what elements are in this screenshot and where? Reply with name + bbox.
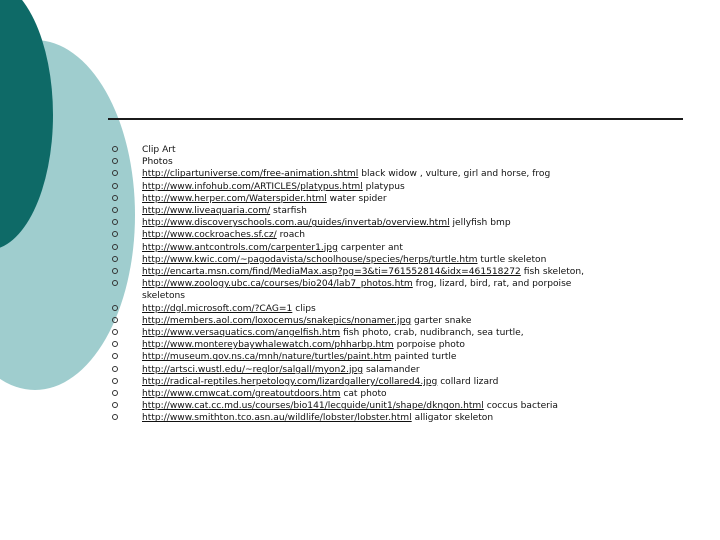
item-description: turtle skeleton [477, 254, 547, 265]
list-item [112, 303, 672, 315]
item-description: frog, lizard, bird, rat, and porpoise [412, 279, 572, 290]
resource-link[interactable]: http://www.cmwcat.com/greatoutdoors.htm [142, 389, 341, 400]
bullet-icon [112, 207, 118, 213]
list-item [112, 242, 672, 254]
bullet-icon [112, 341, 118, 347]
resource-link[interactable]: http://www.herper.com/Waterspider.html [142, 193, 327, 204]
resource-link[interactable]: http://clipartuniverse.com/free-animation.shtml [142, 169, 359, 180]
item-description: coccus bacteria [483, 401, 559, 412]
resource-link[interactable]: http://www.infohub.com/ARTICLES/platypus.html [142, 181, 363, 192]
bullet-icon [112, 244, 118, 250]
list-item [112, 205, 672, 217]
item-description: fish skeleton, [520, 267, 585, 278]
bullet-icon [112, 329, 118, 335]
bullet-icon [112, 366, 118, 372]
item-description: carpenter ant [337, 242, 403, 253]
item-description: alligator skeleton [411, 413, 494, 424]
resource-link[interactable]: http://www.kwic.com/~pagodavista/schoolhouse/species/herps/turtle.htm [142, 254, 478, 265]
list-item [112, 168, 672, 180]
resource-link[interactable]: http://www.zoology.ubc.ca/courses/bio204/lab7_photos.htm [142, 279, 413, 290]
item-description: fish photo, crab, nudibranch, sea turtle, [340, 328, 524, 339]
bullet-icon [112, 256, 118, 262]
bullet-icon [112, 353, 118, 359]
resource-link[interactable]: http://radical-reptiles.herpetology.com/lizardgallery/collared4.jpg [142, 376, 438, 387]
item-description: jellyfish bmp [449, 218, 511, 229]
item-description: black widow , vulture, girl and horse, frog [358, 169, 551, 180]
list-item [112, 193, 672, 205]
resource-link[interactable]: http://artsci.wustl.edu/~reglor/salgall/myon2.jpg [142, 364, 364, 375]
list-item: Clip Art [112, 144, 672, 156]
list-item [112, 351, 672, 363]
item-description: platypus [362, 181, 405, 192]
list-item [112, 412, 672, 424]
resource-link[interactable]: http://www.smithton.tco.asn.au/wildlife/lobster/lobster.html [142, 413, 412, 424]
bullet-icon [112, 317, 118, 323]
bullet-icon [112, 414, 118, 420]
resource-link[interactable]: http://dgl.microsoft.com/?CAG=1 [142, 303, 293, 314]
item-description: painted turtle [391, 352, 457, 363]
bullet-icon [112, 268, 118, 274]
list-item [112, 327, 672, 339]
list-item [112, 376, 672, 388]
resource-link[interactable]: http://members.aol.com/loxocemus/snakepics/nonamer.jpg [142, 315, 412, 326]
list-item [112, 315, 672, 327]
item-description: starfish [270, 206, 307, 217]
item-description-continued: skeletons [142, 291, 186, 302]
item-description: porpoise photo [393, 340, 465, 351]
bullet-icon [112, 158, 118, 164]
list-item [112, 254, 672, 266]
resource-link[interactable]: http://encarta.msn.com/find/MediaMax.asp?pg=3&ti=761552814&idx=461518272 [142, 267, 521, 278]
resource-link[interactable]: http://www.liveaquaria.com/ [142, 206, 271, 217]
list-item [112, 339, 672, 351]
item-description: water spider [326, 193, 387, 204]
bullet-icon [112, 170, 118, 176]
bullet-icon [112, 305, 118, 311]
resource-link[interactable]: http://www.montereybaywhalewatch.com/phharbp.htm [142, 340, 394, 351]
bullet-icon [112, 183, 118, 189]
bullet-icon [112, 219, 118, 225]
resource-link[interactable]: http://www.antcontrols.com/carpenter1.jpg [142, 242, 338, 253]
item-description: cat photo [340, 389, 387, 400]
item-description: salamander [363, 364, 420, 375]
list-item [112, 400, 672, 412]
bullet-icon [112, 402, 118, 408]
item-description: clips [292, 303, 316, 314]
list-item [112, 181, 672, 193]
item-description: collard lizard [437, 376, 499, 387]
bullet-icon [112, 146, 118, 152]
list-item [112, 266, 672, 278]
bullet-icon [112, 280, 118, 286]
list-item: Photos [112, 156, 672, 168]
resource-link[interactable]: http://museum.gov.ns.ca/mnh/nature/turtles/paint.htm [142, 352, 392, 363]
bullet-icon [112, 390, 118, 396]
list-item [112, 388, 672, 400]
item-description: garter snake [411, 315, 472, 326]
bullet-icon [112, 378, 118, 384]
list-item [112, 278, 672, 302]
list-item [112, 217, 672, 229]
bullet-icon [112, 195, 118, 201]
list-item [112, 364, 672, 376]
resource-link[interactable]: http://www.versaquatics.com/angelfish.htm [142, 328, 341, 339]
bullet-icon [112, 231, 118, 237]
item-description: roach [276, 230, 306, 241]
resource-list [112, 144, 672, 425]
resource-link[interactable]: http://www.discoveryschools.com.au/guides/invertab/overview.html [142, 218, 450, 229]
resource-link[interactable]: http://www.cockroaches.sf.cz/ [142, 230, 277, 241]
resource-link[interactable]: http://www.cat.cc.md.us/courses/bio141/lecguide/unit1/shape/dkngon.html [142, 401, 484, 412]
horizontal-divider [108, 118, 683, 120]
list-item [112, 229, 672, 241]
